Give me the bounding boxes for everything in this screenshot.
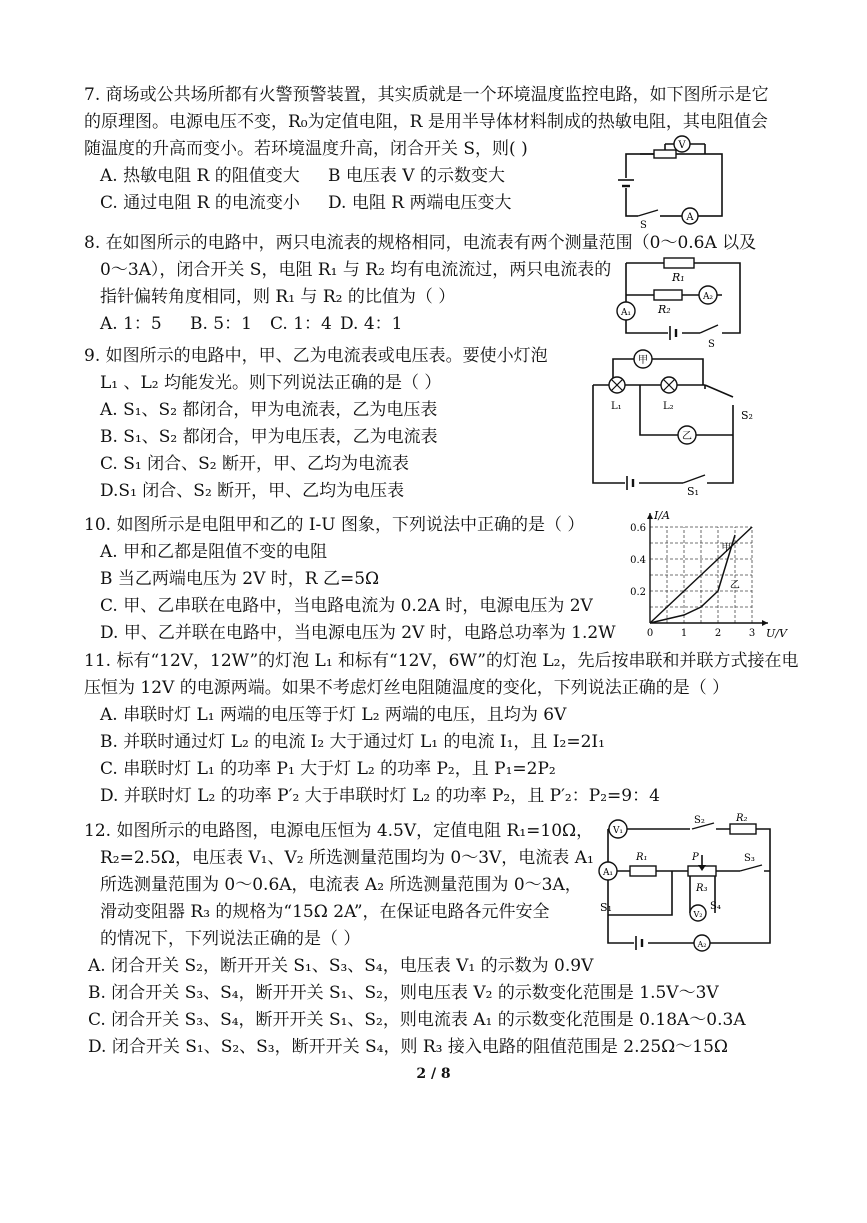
q7-option-d: D. 电阻 R 两端电压变大	[328, 193, 512, 213]
svg-text:甲: 甲	[638, 355, 648, 366]
svg-text:S: S	[708, 339, 715, 350]
q9-lamp-l1	[609, 377, 625, 412]
q12-ammeter-a1	[599, 862, 617, 880]
q12-option-d: D. 闭合开关 S₁、S₂、S₃，断开开关 S₄，则 R₃ 接入电路的阻值范围是 2.25Ω～15Ω	[88, 1037, 728, 1057]
q9-option-c: C. S₁ 闭合、S₂ 断开，甲、乙均为电流表	[100, 454, 409, 474]
q10-option-a: A. 甲和乙都是阻值不变的电阻	[100, 542, 328, 562]
q7-line-1: 7. 商场或公共场所都有火警预警装置，其实质就是一个环境温度监控电路，如下图所示是它	[84, 85, 769, 105]
q10-option-b: B 当乙两端电压为 2V 时，R 乙=5Ω	[100, 569, 380, 589]
q9-line-1: 9. 如图所示的电路中，甲、乙为电流表或电压表。要使小灯泡	[84, 346, 548, 366]
svg-text:R₁: R₁	[636, 852, 648, 863]
q12-option-a: A. 闭合开关 S₂，断开开关 S₁、S₃、S₄，电压表 V₁ 的示数为 0.9V	[88, 956, 594, 976]
svg-text:A₂: A₂	[697, 940, 707, 949]
q9-battery	[625, 476, 639, 490]
q8-option-b: B. 5：1	[190, 314, 252, 334]
q9-switch-s1	[683, 475, 707, 498]
chart-y-axis-label: I/A	[654, 509, 670, 522]
svg-text:R₂: R₂	[736, 813, 748, 824]
q7-ammeter	[682, 208, 698, 224]
svg-text:R₁: R₁	[672, 271, 685, 284]
series-label-0: 甲	[721, 543, 732, 554]
q8-circuit-diagram	[612, 255, 742, 350]
q8-battery	[668, 326, 682, 340]
q10-option-c: C. 甲、乙串联在电路中，当电路电流为 0.2A 时，电源电压为 2V	[100, 596, 593, 616]
svg-text:R₃: R₃	[696, 883, 708, 894]
svg-text:S₁: S₁	[600, 901, 612, 914]
q9-option-a: A. S₁、S₂ 都闭合，甲为电流表，乙为电压表	[100, 400, 438, 420]
svg-text:A₁: A₁	[620, 308, 632, 318]
y-axis-arrow	[647, 513, 653, 519]
q9-line-2: L₁ 、L₂ 均能发光。则下列说法正确的是（ ）	[100, 373, 442, 393]
q12-line-5: 的情况下，下列说法正确的是（ ）	[100, 929, 361, 949]
x-tick-label: 1	[680, 628, 688, 639]
q9-switch-s2-label: S₂	[741, 409, 753, 422]
series-label-1: 乙	[729, 579, 740, 591]
svg-text:S: S	[640, 220, 647, 231]
q9-meter-jia	[634, 350, 652, 368]
question-10	[84, 512, 616, 647]
q9-circuit-diagram	[585, 345, 755, 498]
q8-option-a: A. 1：5	[100, 314, 162, 334]
q8-line-1: 8. 在如图所示的电路中，两只电流表的规格相同，电流表有两个测量范围（0～0.6A 以及	[84, 233, 757, 253]
question-11	[84, 648, 798, 810]
q12-switch-s4	[710, 901, 721, 912]
svg-text:V₁: V₁	[612, 826, 624, 836]
chart-x-axis-label: U/V	[766, 627, 787, 640]
q12-switch-s1	[600, 901, 612, 914]
q12-voltmeter-v1	[609, 820, 627, 838]
svg-text:S₂: S₂	[694, 815, 705, 826]
q11-line-1: 11. 标有“12V，12W”的灯泡 L₁ 和标有“12V，6W”的灯泡 L₂，先后按串联和并联方式接在电	[84, 651, 799, 671]
q12-r2	[730, 813, 756, 834]
svg-text:V: V	[678, 140, 686, 151]
q11-option-d: D. 并联时灯 L₂ 的功率 P′₂ 大于串联时灯 L₂ 的功率 P₂，且 P′₂：P₂=9：4	[100, 786, 660, 806]
q7-switch	[638, 210, 660, 231]
x-tick-label: 2	[714, 628, 722, 639]
q12-ammeter-a2	[694, 935, 710, 951]
q8-option-d: D. 4：1	[340, 314, 403, 334]
q8-line-2: 0～3A），闭合开关 S，电阻 R₁ 与 R₂ 均有电流流过，两只电流表的	[100, 260, 612, 280]
question-9	[84, 343, 548, 505]
svg-text:A: A	[686, 212, 694, 223]
q10-option-d: D. 甲、乙并联在电路中，当电源电压为 2V 时，电路总功率为 1.2W	[100, 623, 616, 643]
q12-line-1: 12. 如图所示的电路图，电源电压恒为 4.5V，定值电阻 R₁=10Ω，	[84, 821, 594, 841]
q7-circuit-diagram	[610, 128, 730, 231]
q12-voltmeter-v2	[690, 905, 706, 921]
q8-r2	[654, 290, 682, 316]
q12-line-2: R₂=2.5Ω，电压表 V₁、V₂ 所选测量范围均为 0～3V，电流表 A₁	[100, 848, 594, 868]
q9-lamp-l2	[661, 377, 677, 412]
q9-meter-yi	[678, 426, 696, 444]
svg-text:A₂: A₂	[702, 292, 714, 302]
q8-option-c: C. 1：4	[270, 314, 332, 334]
svg-text:R₂: R₂	[658, 303, 671, 316]
svg-text:V₂: V₂	[693, 910, 703, 919]
page-number: 2 / 8	[416, 1066, 451, 1082]
q12-switch-s2	[690, 815, 716, 833]
q7-line-3: 随温度的升高而变小。若环境温度升高，闭合开关 S，则( )	[84, 139, 528, 159]
q12-r1	[630, 852, 656, 876]
q12-battery	[634, 936, 648, 950]
q12-option-b: B. 闭合开关 S₃、S₄，断开开关 S₁、S₂，则电压表 V₂ 的示数变化范围是 1.5V～3V	[88, 983, 719, 1003]
svg-text:乙: 乙	[682, 431, 692, 442]
svg-text:P: P	[692, 852, 699, 863]
q7-thermistor	[654, 150, 676, 158]
x-axis-arrow	[762, 620, 768, 626]
q12-line-3: 所选测量范围为 0～0.6A，电流表 A₂ 所选测量范围为 0～3A，	[100, 875, 582, 895]
y-tick-label: 0.2	[630, 587, 646, 598]
q7-option-a: A. 热敏电阻 R 的阻值变大	[100, 166, 300, 186]
q11-option-a: A. 串联时灯 L₁ 两端的电压等于灯 L₂ 两端的电压，且均为 6V	[100, 705, 567, 725]
q10-line-1: 10. 如图所示是电阻甲和乙的 I-U 图象，下列说法中正确的是（ ）	[84, 515, 585, 535]
q8-line-3: 指针偏转角度相同，则 R₁ 与 R₂ 的比值为（ ）	[100, 287, 456, 307]
q12-option-c: C. 闭合开关 S₃、S₄，断开开关 S₁、S₂，则电流表 A₁ 的示数变化范围是 0.18A～0.3A	[88, 1010, 746, 1030]
q8-ammeter-a1	[617, 302, 635, 320]
q9-option-b: B. S₁、S₂ 都闭合，甲为电压表，乙为电流表	[100, 427, 438, 447]
q11-line-2: 压恒为 12V 的电源两端。如果不考虑灯丝电阻随温度的变化，下列说法正确的是（ ）	[84, 678, 730, 698]
x-tick-label: 0	[646, 628, 654, 639]
q11-option-b: B. 并联时通过灯 L₂ 的电流 I₂ 大于通过灯 L₁ 的电流 I₁，且 I₂=2I₁	[100, 732, 605, 752]
q10-iu-chart	[620, 505, 790, 640]
q12-switch-s3	[740, 853, 764, 875]
q12-line-4: 滑动变阻器 R₃ 的规格为“15Ω 2A”，在保证电路各元件安全	[100, 902, 550, 922]
q7-battery	[618, 178, 634, 188]
q7-line-2: 的原理图。电源电压不变，R₀为定值电阻，R 是用半导体材料制成的热敏电阻，其电阻值会	[84, 112, 768, 132]
svg-text:L₂: L₂	[663, 401, 674, 412]
x-tick-label: 3	[748, 628, 756, 639]
q12-circuit-diagram	[590, 815, 780, 950]
q8-ammeter-a2	[699, 286, 717, 304]
q7-option-c: C. 通过电阻 R 的电流变小	[100, 193, 300, 213]
svg-text:S₃: S₃	[744, 853, 755, 864]
y-tick-label: 0.4	[630, 555, 646, 566]
svg-text:L₁: L₁	[611, 401, 622, 412]
svg-text:A₁: A₁	[602, 868, 614, 878]
svg-text:S₄: S₄	[710, 901, 721, 912]
q11-option-c: C. 串联时灯 L₁ 的功率 P₁ 大于灯 L₂ 的功率 P₂，且 P₁=2P₂	[100, 759, 556, 779]
svg-text:S₁: S₁	[687, 485, 699, 498]
q9-option-d: D.S₁ 闭合、S₂ 断开，甲、乙均为电压表	[100, 481, 405, 501]
q8-r1	[664, 258, 694, 284]
q7-option-b: B 电压表 V 的示数变大	[328, 166, 505, 186]
y-tick-label: 0.6	[630, 523, 646, 534]
